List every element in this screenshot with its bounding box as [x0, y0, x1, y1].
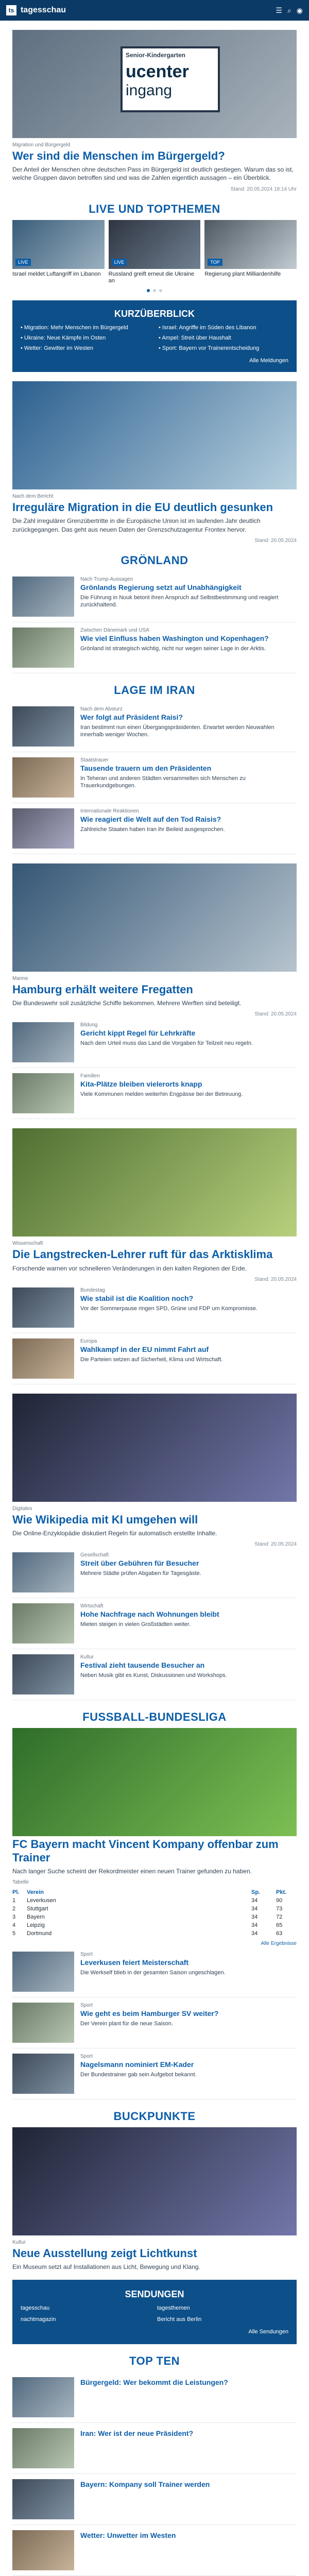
story-content: [80, 1022, 297, 1062]
logo-mark: ts: [6, 5, 16, 15]
live-card-image: [12, 220, 105, 269]
story-kicker: Zwischen Dänemark und USA: [80, 627, 149, 633]
quick-overview-item[interactable]: • Ampel: Streit über Haushalt: [159, 335, 288, 341]
story-title[interactable]: Tausende trauern um den Präsidenten: [80, 764, 212, 772]
story-image: [12, 706, 74, 747]
story-image: [12, 2003, 74, 2043]
story-image: [12, 628, 74, 668]
user-icon[interactable]: ◉: [296, 6, 303, 14]
table-cell: 72: [276, 1914, 283, 1921]
top10-item[interactable]: [12, 2372, 297, 2423]
sports-list: [12, 1946, 297, 2099]
table-cell: 34: [251, 1906, 258, 1912]
hero-teaser: Der Anteil der Menschen ohne deutschen Pass im Bürgergeld ist deutlich gestiegen. Warum das so ist, welche Gruppen davon betroffen sind und was die Zahlen eigentlich aussagen – ein Überblick.: [12, 166, 294, 182]
top10-item[interactable]: [12, 2474, 297, 2525]
table-cell: 65: [276, 1922, 283, 1929]
broadcast-item[interactable]: tagesschau: [21, 2304, 50, 2311]
politics-list: [12, 1282, 297, 1384]
hero-image: [12, 30, 297, 138]
live-card[interactable]: [12, 220, 105, 285]
live-carousel: [12, 220, 297, 285]
feature-image: [12, 381, 297, 489]
quick-overview-list: [21, 325, 288, 351]
story-kicker: Sport: [80, 1952, 93, 1958]
table-cell: 3: [12, 1914, 16, 1921]
story-item[interactable]: [12, 1282, 297, 1333]
story-title[interactable]: Grönlands Regierung setzt auf Unabhängigkeit: [80, 583, 242, 591]
live-card[interactable]: [204, 220, 297, 285]
story-content: [80, 706, 297, 747]
story-content: [80, 577, 297, 617]
carousel-dot[interactable]: [159, 289, 162, 292]
story-teaser: Grönland ist strategisch wichtig, nicht nur wegen seiner Lage in der Arktis.: [80, 645, 266, 652]
more-stories-list: [12, 1547, 297, 1700]
football-table-title: Tabelle: [12, 1879, 29, 1886]
top10-list: [12, 2372, 297, 2576]
story-title[interactable]: Streit über Gebühren für Besucher: [80, 1559, 199, 1568]
story-title[interactable]: Festival zieht tausende Besucher an: [80, 1661, 205, 1670]
table-cell: 73: [276, 1906, 283, 1912]
table-cell: Stuttgart: [27, 1906, 48, 1912]
story-title[interactable]: Wahlkampf in der EU nimmt Fahrt auf: [80, 1345, 209, 1353]
story-kicker: Wirtschaft: [80, 1603, 104, 1609]
story-teaser: Die Parteien setzen auf Sicherheit, Klima und Wirtschaft.: [80, 1356, 223, 1363]
ships-kicker: Marine: [12, 975, 28, 981]
football-more-button[interactable]: Alle Ergebnisse: [261, 1941, 297, 1947]
top10-section-title: TOP TEN: [129, 2354, 180, 2367]
table-header: Verein: [27, 1889, 44, 1896]
table-cell: 34: [251, 1922, 258, 1929]
story-teaser: Der Verein plant für die neue Saison.: [80, 2020, 173, 2027]
live-card-text: Regierung plant Milliardenhilfe: [204, 270, 281, 277]
search-icon[interactable]: ⌕: [287, 6, 291, 14]
hero-sign-line-2: ucenter: [126, 62, 189, 81]
carousel-dots: [12, 289, 297, 292]
culture-teaser: Ein Museum setzt auf Installationen aus Licht, Bewegung und Klang.: [12, 2263, 200, 2271]
story-item[interactable]: [12, 1997, 297, 2048]
wiki-kicker: Digitales: [12, 1505, 32, 1512]
story-kicker: Familien: [80, 1073, 100, 1079]
hero-sign-line-3: ingang: [126, 82, 173, 99]
story-image: [12, 757, 74, 798]
quick-overview-item[interactable]: • Wetter: Gewitter im Westen: [21, 345, 150, 351]
quick-overview-title: KURZÜBERBLICK: [114, 309, 195, 319]
story-title[interactable]: Wie stabil ist die Koalition noch?: [80, 1294, 194, 1302]
table-cell: Bayern: [27, 1914, 45, 1921]
story-image: [12, 2530, 74, 2570]
story-content: [80, 1073, 297, 1113]
story-title[interactable]: Gericht kippt Regel für Lehrkräfte: [80, 1029, 196, 1038]
wiki-teaser: Die Online-Enzyklopädie diskutiert Regeln für automatisch erstellte Inhalte.: [12, 1530, 217, 1537]
story-teaser: Viele Kommunen melden weiterhin Engpässe bei der Betreuung.: [80, 1091, 243, 1098]
story-item[interactable]: [12, 1068, 297, 1119]
top-badge: TOP: [208, 259, 222, 266]
culture-image: [12, 2127, 297, 2235]
hero-sign-line-1: Senior-Kindergarten: [126, 52, 186, 59]
top-navigation-bar: [0, 0, 309, 21]
quick-overview-item[interactable]: • Ukraine: Neue Kämpfe im Osten: [21, 335, 150, 341]
carousel-dot[interactable]: [147, 289, 150, 292]
story-kicker: Kultur: [80, 1654, 94, 1660]
table-header: Pkt.: [276, 1889, 287, 1896]
quick-overview-button[interactable]: Alle Meldungen: [249, 358, 288, 364]
quick-overview-box: [12, 300, 297, 372]
live-section-title: LIVE UND TOPTHEMEN: [89, 202, 220, 215]
nature-meta: Stand: 20.05.2024: [254, 1276, 297, 1282]
wiki-image: [12, 1394, 297, 1502]
table-cell: 90: [276, 1897, 283, 1904]
top10-title[interactable]: Wetter: Unwetter im Westen: [80, 2531, 176, 2539]
story-teaser: Der Bundestrainer gab sein Aufgebot bekannt.: [80, 2071, 197, 2078]
story-teaser: Mieten steigen in vielen Großstädten weiter.: [80, 1621, 191, 1628]
table-cell: 34: [251, 1914, 258, 1921]
table-cell: 5: [12, 1930, 16, 1937]
story-image: [12, 808, 74, 849]
broadcasts-button[interactable]: Alle Sendungen: [248, 2328, 288, 2335]
feature-kicker: Nach dem Bericht: [12, 494, 54, 500]
story-item[interactable]: [12, 752, 297, 803]
story-image: [12, 577, 74, 617]
table-cell: 4: [12, 1922, 16, 1929]
live-card[interactable]: [109, 220, 201, 285]
quick-overview-item[interactable]: • Migration: Mehr Menschen im Bürgergeld: [21, 325, 150, 331]
hero-sign: [121, 46, 220, 112]
story-title[interactable]: Wie geht es beim Hamburger SV weiter?: [80, 2009, 219, 2018]
story-item[interactable]: [12, 1333, 297, 1384]
story-image: [12, 1654, 74, 1694]
football-headline[interactable]: FC Bayern macht Vincent Kompany offenbar zum Trainer: [12, 1838, 279, 1864]
story-teaser: Nach dem Urteil muss das Land die Vorgaben für Teilzeit neu regeln.: [80, 1040, 253, 1047]
story-content: [80, 757, 297, 798]
top10-title[interactable]: Bürgergeld: Wer bekommt die Leistungen?: [80, 2378, 228, 2386]
wiki-story: [12, 1394, 297, 1547]
story-item[interactable]: [12, 1649, 297, 1700]
story-content: [80, 1952, 297, 1992]
feature-meta: Stand: 20.05.2024: [254, 537, 297, 544]
story-title[interactable]: Nagelsmann nominiert EM-Kader: [80, 2060, 194, 2069]
story-teaser: Die Führung in Nuuk betont ihren Anspruch auf Selbstbestimmung und reagiert zurückhaltend.: [80, 594, 279, 608]
story-item[interactable]: [12, 2048, 297, 2099]
story-kicker: Nach Trump-Aussagen: [80, 576, 133, 582]
broadcast-item[interactable]: Bericht aus Berlin: [157, 2316, 202, 2323]
broadcast-item[interactable]: nachtmagazin: [21, 2316, 56, 2323]
wiki-meta: Stand: 20.05.2024: [254, 1541, 297, 1548]
story-image: [12, 1287, 74, 1328]
story-image: [12, 1022, 74, 1062]
story-image: [12, 2428, 74, 2468]
table-cell: 34: [251, 1930, 258, 1937]
story-item[interactable]: [12, 1017, 297, 1068]
ships-teaser: Die Bundeswehr soll zusätzliche Schiffe bekommen. Mehrere Werften sind beteiligt.: [12, 999, 242, 1007]
story-kicker: Internationale Reaktionen: [80, 808, 139, 814]
brand-name: tagesschau: [21, 6, 66, 14]
nature-story: [12, 1128, 297, 1282]
greenland-list: [12, 571, 297, 673]
live-badge: LIVE: [112, 259, 127, 266]
story-image: [12, 2479, 74, 2519]
story-content: [80, 2003, 297, 2043]
live-card-image: [109, 220, 201, 269]
ships-story: [12, 863, 297, 1017]
story-content: [80, 1603, 297, 1643]
story-content: [80, 1287, 297, 1328]
story-content: [80, 2054, 297, 2094]
football-section-title: FUSSBALL-BUNDESLIGA: [82, 1710, 227, 1724]
story-teaser: Mehrere Städte prüfen Abgaben für Tagesgäste.: [80, 1570, 201, 1577]
football-table: [12, 1889, 297, 1937]
story-image: [12, 1073, 74, 1113]
story-item[interactable]: [12, 701, 297, 752]
story-kicker: Sport: [80, 2054, 93, 2060]
story-kicker: Bundestag: [80, 1287, 105, 1293]
top10-item[interactable]: [12, 2423, 297, 2474]
wiki-title[interactable]: Wie Wikipedia mit KI umgehen will: [12, 1513, 198, 1526]
education-list: [12, 1017, 297, 1119]
story-kicker: Staatstrauer: [80, 757, 109, 763]
menu-icon[interactable]: ☰: [276, 6, 282, 14]
nature-kicker: Wissenschaft: [12, 1241, 43, 1247]
feature-title[interactable]: Irreguläre Migration in die EU deutlich gesunken: [12, 501, 273, 514]
greenland-section-title: GRÖNLAND: [121, 553, 188, 567]
story-content: [80, 1552, 297, 1592]
football-image: [12, 1728, 297, 1836]
story-teaser: Die Werkself blieb in der gesamten Saison ungeschlagen.: [80, 1969, 226, 1976]
story-item[interactable]: [12, 803, 297, 854]
header-actions: [276, 6, 303, 15]
story-image: [12, 2054, 74, 2094]
story-item[interactable]: [12, 571, 297, 622]
story-teaser: Iran bestimmt nun einen Übergangspräsidenten. Erwartet werden Neuwahlen innerhalb weniger Wochen.: [80, 724, 274, 738]
table-cell: 1: [12, 1897, 16, 1904]
story-title[interactable]: Kita-Plätze bleiben vielerorts knapp: [80, 1080, 202, 1089]
live-card-image: [204, 220, 297, 269]
ships-meta: Stand: 20.05.2024: [254, 1011, 297, 1018]
hero-story: [12, 30, 297, 192]
story-teaser: In Teheran und anderen Städten versammelten sich Menschen zu Trauerkundgebungen.: [80, 775, 246, 789]
quick-overview-item[interactable]: • Israel: Angriffe im Süden des Libanon: [159, 325, 288, 331]
brand-logo[interactable]: [6, 5, 66, 15]
table-cell: 2: [12, 1906, 16, 1912]
story-content: [80, 1654, 297, 1694]
story-kicker: Bildung: [80, 1022, 98, 1028]
story-teaser: Vor der Sommerpause ringen SPD, Grüne und FDP um Kompromisse.: [80, 1305, 258, 1312]
story-title[interactable]: Wie reagiert die Welt auf den Tod Raisis?: [80, 815, 221, 823]
story-content: [80, 808, 297, 849]
story-item[interactable]: [12, 1946, 297, 1997]
table-cell: Leipzig: [27, 1922, 45, 1929]
nature-title[interactable]: Die Langstrecken-Lehrer ruft für das Arktisklima: [12, 1248, 273, 1261]
story-title[interactable]: Hohe Nachfrage nach Wohnungen bleibt: [80, 1610, 219, 1619]
story-kicker: Nach dem Absturz: [80, 706, 123, 712]
iran-section-title: LAGE IM IRAN: [114, 683, 195, 697]
feature-teaser: Die Zahl irregulärer Grenzübertritte in die Europäische Union ist im laufenden Jahr deutlich zurückgegangen. Das geht aus neuen Daten der Grenzschutzagentur Frontex hervor.: [12, 517, 261, 533]
hero-title[interactable]: Wer sind die Menschen im Bürgergeld?: [12, 149, 225, 162]
story-content: [80, 628, 297, 668]
story-kicker: Sport: [80, 2003, 93, 2009]
story-teaser: Neben Musik gibt es Kunst, Diskussionen und Workshops.: [80, 1672, 227, 1679]
ships-image: [12, 863, 297, 972]
top10-title[interactable]: Bayern: Kompany soll Trainer werden: [80, 2480, 210, 2488]
nature-teaser: Forschende warnen vor schnelleren Veränderungen in den kalten Regionen der Erde.: [12, 1264, 247, 1272]
broadcasts-title: SENDUNGEN: [125, 2289, 184, 2299]
table-header: Pl.: [12, 1889, 20, 1896]
top10-title[interactable]: Iran: Wer ist der neue Präsident?: [80, 2429, 194, 2437]
story-content: [80, 1338, 297, 1379]
story-item[interactable]: [12, 622, 297, 673]
quick-overview-item[interactable]: • Sport: Bayern vor Trainerentscheidung: [159, 345, 288, 351]
table-cell: Dortmund: [27, 1930, 52, 1937]
hero-meta: Stand: 20.05.2024 18:14 Uhr: [230, 186, 297, 192]
table-cell: Leverkusen: [27, 1897, 56, 1904]
table-cell: 63: [276, 1930, 283, 1937]
story-item[interactable]: [12, 1598, 297, 1649]
live-badge: LIVE: [15, 259, 31, 266]
ships-title[interactable]: Hamburg erhält weitere Fregatten: [12, 982, 193, 996]
nature-image: [12, 1128, 297, 1236]
culture-kicker: Kultur: [12, 2240, 26, 2246]
story-title[interactable]: Wer folgt auf Präsident Raisi?: [80, 713, 183, 721]
table-header: Sp.: [251, 1889, 261, 1896]
broadcasts-box: [12, 2280, 297, 2344]
broadcasts-list: [21, 2305, 288, 2323]
live-card-text: Israel meldet Luftangriff im Libanon: [12, 270, 101, 277]
football-teaser: Nach langer Suche scheint der Rekordmeister einen neuen Trainer gefunden zu haben.: [12, 1867, 252, 1875]
table-cell: 34: [251, 1897, 258, 1904]
story-kicker: Europa: [80, 1338, 97, 1344]
story-image: [12, 2377, 74, 2417]
iran-list: [12, 701, 297, 854]
top10-item[interactable]: [12, 2525, 297, 2576]
carousel-dot[interactable]: [153, 289, 156, 292]
story-item[interactable]: [12, 1547, 297, 1598]
story-teaser: Zahlreiche Staaten haben Iran ihr Beileid ausgesprochen.: [80, 826, 225, 833]
live-card-text: Russland greift erneut die Ukraine an: [108, 270, 194, 284]
story-image: [12, 1338, 74, 1379]
story-image: [12, 1603, 74, 1643]
story-image: [12, 1552, 74, 1592]
broadcast-item[interactable]: tagesthemen: [157, 2304, 190, 2311]
story-title[interactable]: Wie viel Einfluss haben Washington und Kopenhagen?: [80, 634, 269, 642]
story-kicker: Gesellschaft: [80, 1552, 109, 1558]
feature-story: [12, 381, 297, 544]
culture-section-title: BUCKPUNKTE: [113, 2110, 196, 2123]
culture-headline[interactable]: Neue Ausstellung zeigt Lichtkunst: [12, 2247, 197, 2260]
story-title[interactable]: Leverkusen feiert Meisterschaft: [80, 1958, 189, 1967]
story-image: [12, 1952, 74, 1992]
hero-kicker: Migration und Bürgergeld: [12, 142, 71, 148]
